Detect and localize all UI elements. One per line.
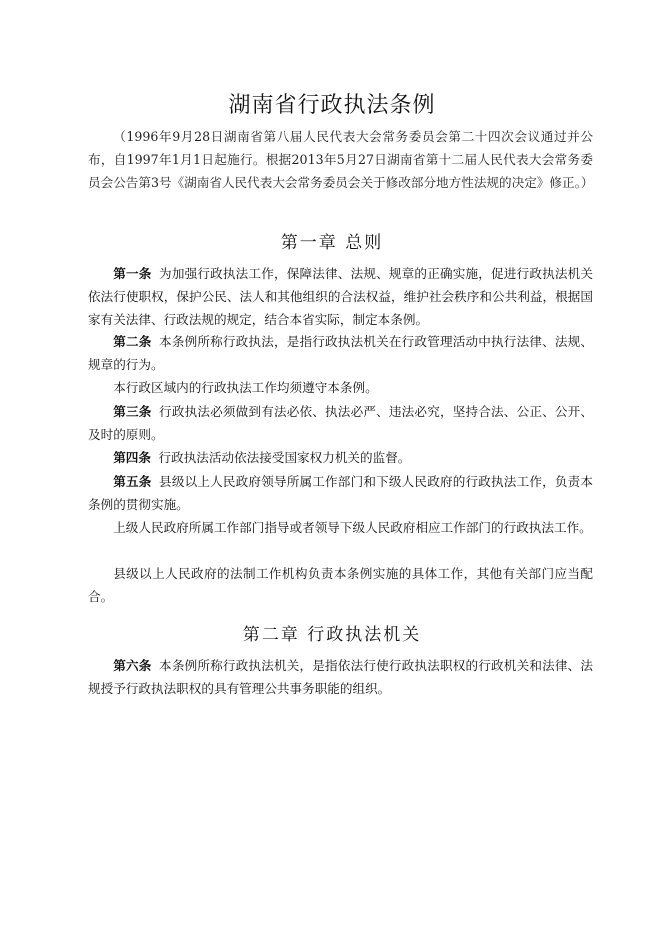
paragraph — [88, 376, 593, 399]
article-number: 第三条 — [113, 404, 152, 419]
document-title: 湖南省行政执法条例 — [228, 93, 436, 118]
chapter-heading-2: 第二章 行政执法机关 — [242, 625, 422, 645]
article-6 — [88, 654, 593, 700]
article-text: 本条例所称行政执法机关，是指依法行使行政执法职权的行政机关和法律、法规授予行政执法职权的具有管理公共事务职能的组织。 — [88, 658, 594, 696]
paragraph — [88, 516, 593, 539]
article-text: 县级以上人民政府领导所属工作部门和下级人民政府的行政执法工作，负责本条例的贯彻实施。 — [88, 474, 594, 512]
article-text: 行政执法必须做到有法必依、执法必严、违法必究，坚持合法、公正、公开、及时的原则。 — [88, 404, 594, 442]
article-text: 本条例所称行政执法，是指行政执法机关在行政管理活动中执行法律、法规、规章的行为。 — [88, 334, 594, 372]
article-3 — [88, 400, 593, 446]
article-number: 第一条 — [113, 266, 152, 281]
article-number: 第二条 — [113, 334, 152, 349]
article-5 — [88, 470, 593, 516]
article-text: 行政执法活动依法接受国家权力机关的监督。 — [158, 450, 411, 465]
article-number: 第五条 — [113, 474, 152, 489]
article-2 — [88, 330, 593, 376]
paragraph-text: 本行政区域内的行政执法工作均须遵守本条例。 — [113, 380, 378, 395]
enactment-note: （1996年9月28日湖南省第八届人民代表大会常务委员会第二十四次会议通过并公布，自1997年1月1日起施行。根据2013年5月27日湖南省第十二届人民代表大会常务委员会公告第3号《湖南省人民代表大会常务委员会关于修改部分地方性法规的决定》修正。） — [88, 129, 594, 190]
article-4 — [88, 446, 593, 469]
paragraph-text: 上级人民政府所属工作部门指导或者领导下级人民政府相应工作部门的行政执法工作。 — [113, 520, 592, 535]
paragraph-text: 县级以上人民政府的法制工作机构负责本条例实施的具体工作，其他有关部门应当配合。 — [88, 566, 593, 604]
article-number: 第四条 — [113, 450, 151, 465]
article-text: 为加强行政执法工作，保障法律、法规、规章的正确实施，促进行政执法机关依法行使职权，保护公民、法人和其他组织的合法权益，维护社会秩序和公共利益，根据国家有关法律、行政法规的规定，结合本省实际，制定本条例。 — [88, 266, 594, 327]
article-1 — [88, 262, 593, 331]
article-number: 第六条 — [113, 658, 152, 673]
paragraph — [88, 562, 593, 608]
chapter-heading-1: 第一章 总则 — [280, 233, 384, 253]
